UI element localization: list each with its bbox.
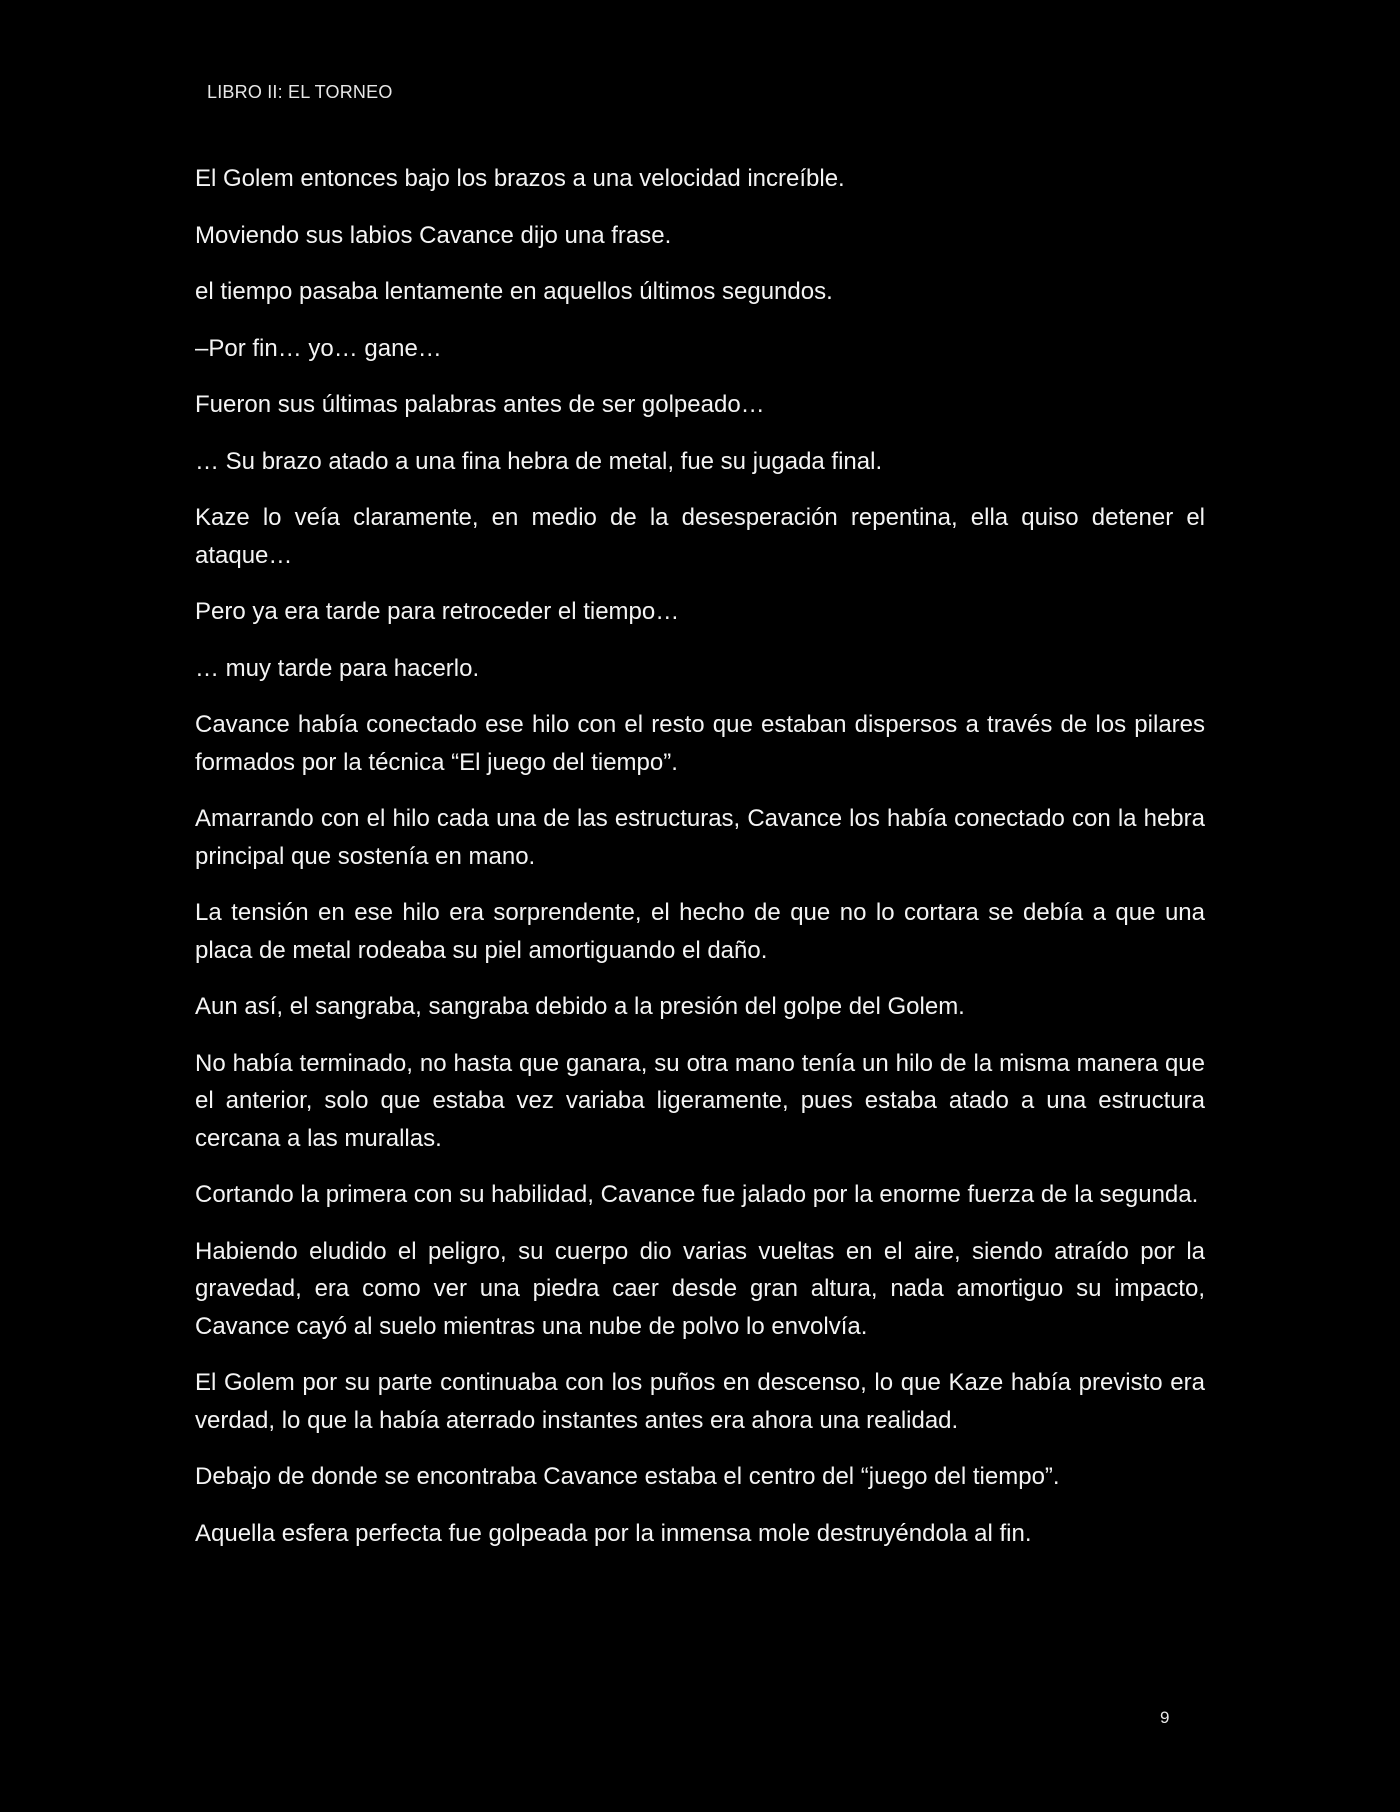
paragraph: Pero ya era tarde para retroceder el tiempo…: [195, 598, 680, 625]
paragraph: el tiempo pasaba lentamente en aquellos últimos segundos.: [195, 278, 833, 305]
paragraph: Aun así, el sangraba, sangraba debido a la presión del golpe del Golem.: [195, 993, 965, 1020]
paragraph: Cavance había conectado ese hilo con el resto que estaban dispersos a través de los pilares formados por la técnica “El juego del tiempo”.: [195, 711, 1205, 776]
paragraph: Moviendo sus labios Cavance dijo una frase.: [195, 221, 672, 249]
running-header: LIBRO II: EL TORNEO: [207, 82, 393, 102]
paragraph: El Golem por su parte continuaba con los puños en descenso, lo que Kaze había previsto era verdad, lo que la había aterrado instantes antes era ahora una realidad.: [195, 1369, 1205, 1434]
paragraph: No había terminado, no hasta que ganara, su otra mano tenía un hilo de la misma manera que el anterior, solo que estaba vez variaba ligeramente, pues estaba atado a una estructura cercana a las murallas.: [195, 1049, 1205, 1152]
paragraph: Habiendo eludido el peligro, su cuerpo dio varias vueltas en el aire, siendo atraído por la gravedad, era como ver una piedra caer desde gran altura, nada amortiguo su impacto, Cavance cayó al suelo mientras una nube de polvo lo envolvía.: [195, 1237, 1205, 1340]
paragraph: Amarrando con el hilo cada una de las estructuras, Cavance los había conectado con la hebra principal que sostenía en mano.: [195, 805, 1205, 870]
paragraph: Cortando la primera con su habilidad, Cavance fue jalado por la enorme fuerza de la segunda.: [195, 1181, 1199, 1208]
paragraph: Kaze lo veía claramente, en medio de la desesperación repentina, ella quiso detener el ataque…: [195, 504, 1205, 569]
paragraph: Fueron sus últimas palabras antes de ser golpeado…: [195, 391, 765, 418]
paragraph: … Su brazo atado a una fina hebra de metal, fue su jugada final.: [195, 447, 883, 475]
paragraph: La tensión en ese hilo era sorprendente, el hecho de que no lo cortara se debía a que una placa de metal rodeaba su piel amortiguando el daño.: [195, 899, 1205, 964]
paragraph: El Golem entonces bajo los brazos a una velocidad increíble.: [195, 165, 845, 192]
paragraph: Aquella esfera perfecta fue golpeada por la inmensa mole destruyéndola al fin.: [195, 1519, 1032, 1547]
paragraph: Debajo de donde se encontraba Cavance estaba el centro del “juego del tiempo”.: [195, 1463, 1060, 1490]
body-text: [195, 160, 1205, 1571]
paragraph: –Por fin… yo… gane…: [195, 334, 442, 362]
page-number: 9: [1160, 1708, 1170, 1727]
paragraph: … muy tarde para hacerlo.: [195, 654, 480, 682]
